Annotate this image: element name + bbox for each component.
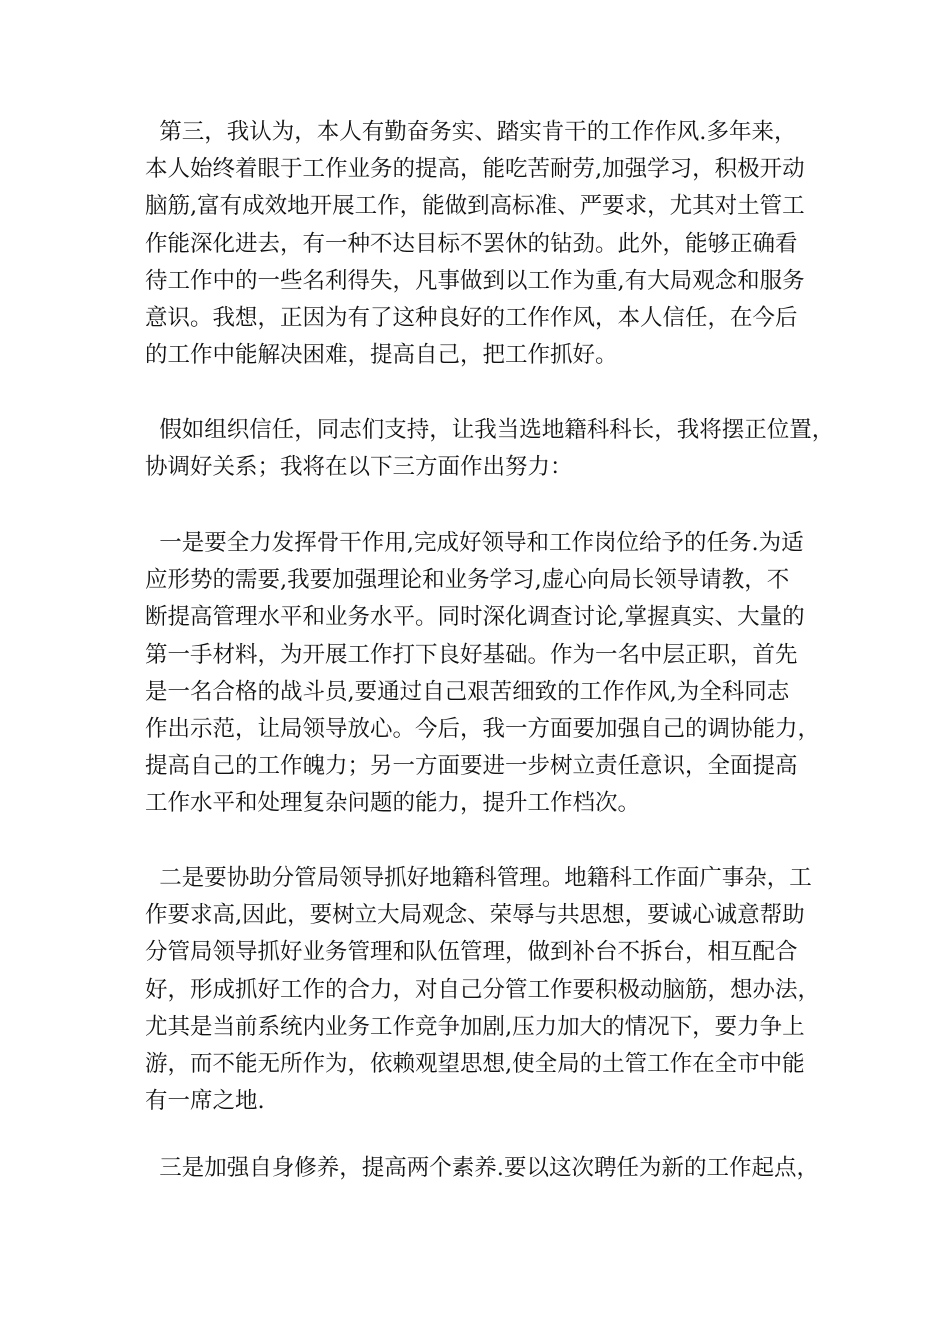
- paragraph-point-two: [145, 860, 835, 1120]
- paragraph-intent: [145, 412, 835, 486]
- text-line: 一是要全力发挥骨干作用,完成好领导和工作岗位给予的任务.为适: [145, 530, 804, 556]
- paragraph-point-three: [145, 1150, 835, 1187]
- text-line: 脑筋,富有成效地开展工作，能做到高标准、严要求，尤其对土管工: [145, 193, 805, 220]
- text-line: 工作水平和处理复杂问题的能力，提升工作档次。: [145, 790, 641, 817]
- text-line: 协调好关系；我将在以下三方面作出努力：: [145, 454, 573, 481]
- text-line: 作出示范，让局领导放心。今后，我一方面要加强自己的调协能力，: [145, 716, 821, 743]
- text-line: 三是加强自身修养，提高两个素养.要以这次聘任为新的工作起点，: [145, 1155, 819, 1181]
- text-line: 应形势的需要,我要加强理论和业务学习,虚心向局长领导请教，不: [145, 567, 790, 594]
- text-line: 游，而不能无所作为，依赖观望思想,使全局的土管工作在全市中能: [145, 1051, 805, 1078]
- text-line: 假如组织信任，同志们支持，让我当选地籍科科长，我将摆正位置，: [145, 417, 835, 443]
- paragraph-point-one: [145, 525, 835, 823]
- text-line: 意识。我想，正因为有了这种良好的工作作风，本人信任，在今后: [145, 305, 798, 332]
- text-line: 待工作中的一些名利得失，凡事做到以工作为重,有大局观念和服务: [145, 267, 805, 294]
- text-line: 好，形成抓好工作的合力，对自己分管工作要积极动脑筋，想办法，: [145, 976, 821, 1003]
- text-line: 有一席之地.: [145, 1088, 265, 1115]
- text-line: 第三，我认为，本人有勤奋务实、踏实肯干的工作作风.多年来，: [145, 119, 797, 145]
- text-line: 分管局领导抓好业务管理和队伍管理，做到补台不拆台，相互配合: [145, 939, 798, 966]
- text-line: 二是要协助分管局领导抓好地籍科管理。地籍科工作面广事杂，工: [145, 865, 812, 891]
- text-line: 作要求高,因此，要树立大局观念、荣辱与共思想，要诚心诚意帮助: [145, 902, 805, 929]
- text-line: 尤其是当前系统内业务工作竞争加剧,压力加大的情况下，要力争上: [145, 1013, 805, 1040]
- text-line: 断提高管理水平和业务水平。同时深化调查讨论,掌握真实、大量的: [145, 604, 805, 631]
- text-line: 的工作中能解决困难，提高自己，把工作抓好。: [145, 342, 618, 369]
- text-line: 第一手材料，为开展工作打下良好基础。作为一名中层正职，首先: [145, 641, 798, 668]
- text-line: 本人始终着眼于工作业务的提高，能吃苦耐劳,加强学习，积极开动: [145, 156, 805, 183]
- paragraph-third-point: [145, 114, 835, 374]
- text-line: 是一名合格的战斗员,要通过自己艰苦细致的工作作风,为全科同志: [145, 678, 790, 705]
- text-line: 提高自己的工作魄力；另一方面要进一步树立责任意识，全面提高: [145, 753, 798, 780]
- text-line: 作能深化进去，有一种不达目标不罢休的钻劲。此外，能够正确看: [145, 230, 798, 257]
